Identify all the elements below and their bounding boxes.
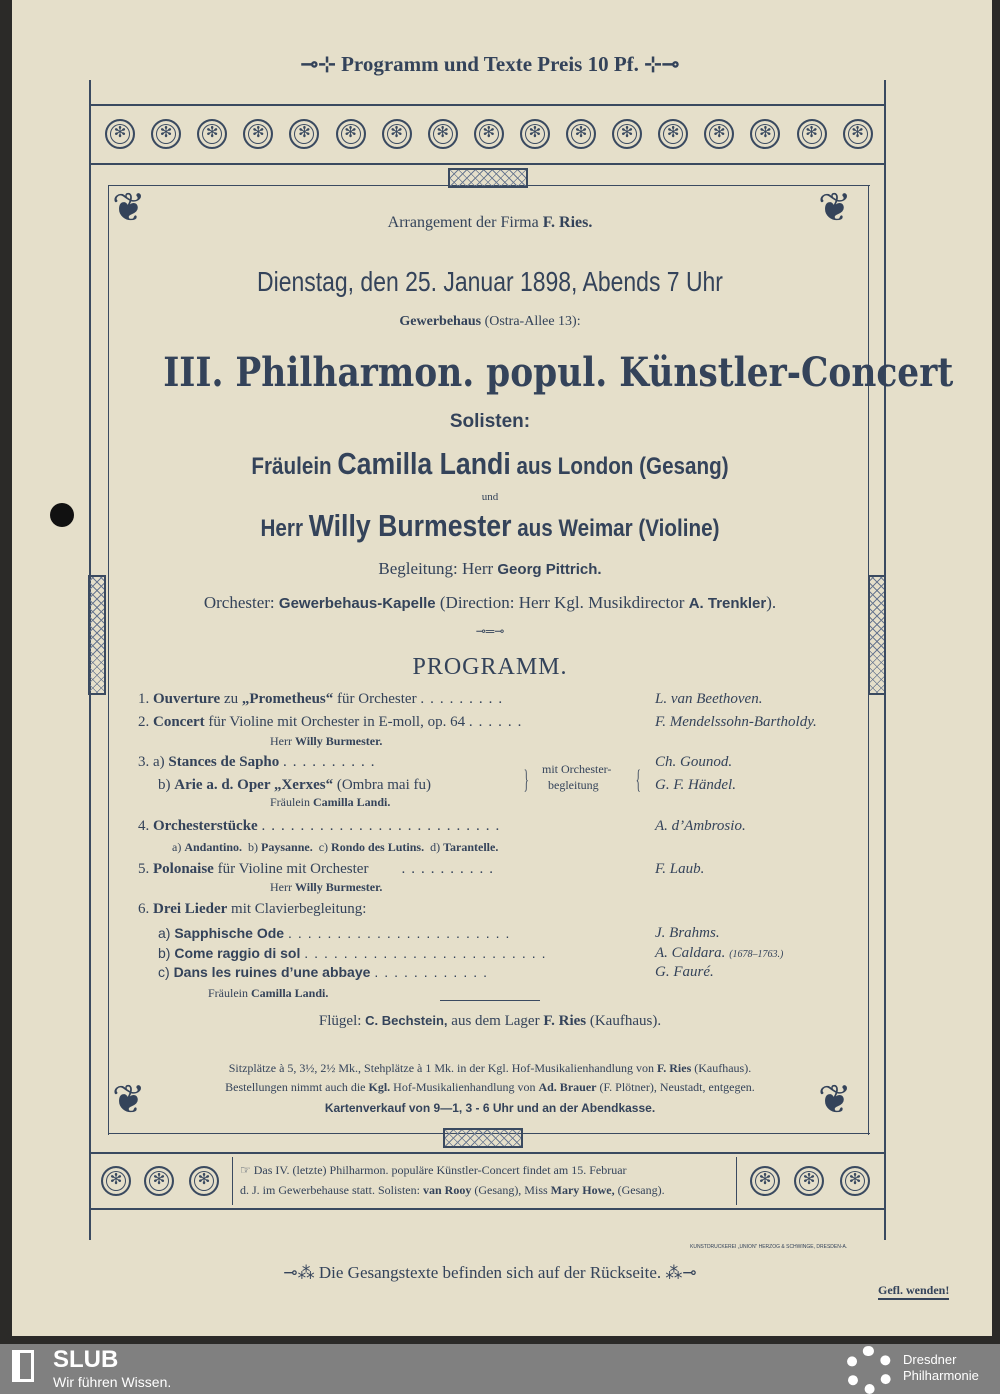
rosette-icon [474,119,504,149]
soloist-name: van Rooy [422,1183,472,1197]
composer: F. Mendelssohn-Bartholdy. [655,714,817,730]
text: Hof-Musikalienhandlung von [390,1080,539,1094]
soloists-label: Solisten: [449,411,531,432]
soloist-2 [163,508,817,544]
rosette-icon [520,119,550,149]
accompaniment-line [110,559,870,579]
text: d. J. im Gewerbehause statt. Solisten: [240,1183,423,1197]
text: Herr [270,734,295,748]
price-heading: ⊸⊹ Programm und Texte Preis 10 Pf. ⊹⊸ [300,52,680,76]
concert-date: Dienstag, den 25. Januar 1898, Abends 7 Uhr [257,266,723,297]
arrangement-line [110,214,870,232]
work-title: Ouverture [153,691,221,707]
work-title: „Prometheus“ [241,691,334,707]
lattice-ornament [448,168,528,188]
notice-line-1 [240,1163,627,1178]
rosette-icon [382,119,412,149]
text: aus dem Lager [447,1013,544,1029]
lattice-ornament [443,1128,523,1148]
composer: L. van Beethoven. [655,691,763,707]
soloist-name: Camilla Landi [337,446,511,481]
text: Herr [260,515,309,542]
text: Das IV. (letzte) Philharmon. populäre Künstler-Concert findet am 15. Februar [253,1163,627,1177]
note: begleitung [548,778,599,792]
conductor-name: A. Trenkler [688,595,767,612]
pointing-hand-icon: ☞ [240,1163,251,1177]
text: (Ombra mai fu) [333,777,431,793]
divider [440,1000,540,1001]
accompanist-name: Georg Pittrich. [497,561,602,578]
tickets-line-1 [110,1061,870,1076]
text: c) [318,840,332,854]
text: (Kaufhaus). [691,1061,752,1075]
firm-name: F. Ries [657,1061,692,1075]
work-title: Orchesterstücke [153,818,258,834]
rosette-icon [101,1166,131,1196]
notice-box-right [736,1157,737,1205]
frame-line [89,163,886,165]
turn-over-note: Gefl. wenden! [878,1283,949,1300]
tickets-line-2 [110,1080,870,1095]
text: a) [172,840,185,854]
item-number: 2. [138,714,150,730]
movements [172,840,498,855]
rosette-icon [612,119,642,149]
rosette-icon [794,1166,824,1196]
firm-name: F. Ries [543,1013,587,1029]
performer [270,880,382,895]
text: b) [248,840,262,854]
text: Kgl. [368,1080,391,1094]
text: a) [158,925,175,941]
item-number: 3. [138,754,150,770]
text: für Violine mit Orchester [213,861,369,877]
program-item-6 [138,901,366,918]
philharmonie-logo-icon [845,1346,893,1394]
text: b) [158,945,175,961]
performer [270,795,390,810]
brace: } [523,765,529,794]
song-b: b) Come raggio di sol ......................... [158,945,552,961]
note: mit Orchester- [542,762,612,776]
performer-name: Willy Burmester. [294,734,383,748]
frame-line [89,104,886,106]
frame-line [89,1208,886,1210]
back-note: ⊸⁂ Die Gesangstexte befinden sich auf der Rückseite. ⁂⊸ [283,1263,697,1282]
composer: A. d’Ambrosio. [655,818,746,834]
notice-line-2 [240,1183,665,1198]
text: (Kaufhaus). [586,1013,662,1029]
rosette-icon [336,119,366,149]
text: Begleitung: Herr [378,559,498,578]
punch-hole [50,503,74,527]
text: Sitzplätze à 5, 3½, 2½ Mk., Stehplätze à 1 Mk. in der Kgl. Hof-Musikalienhandlung von [228,1061,658,1075]
song-c: c) Dans les ruines d’une abbaye ............ [158,964,493,980]
rosette-icon [840,1166,870,1196]
text: (Direction: Herr Kgl. Musikdirector [435,593,689,612]
venue-address: (Ostra-Allee 13): [481,314,581,329]
piano-brand: C. Bechstein, [365,1013,448,1028]
slub-logo-icon [12,1350,34,1382]
lattice-ornament [88,575,106,695]
composer: G. F. Händel. [655,777,736,793]
text: d) [430,840,444,854]
und-text: und [481,491,499,503]
performer-name: Willy Burmester. [294,880,383,894]
soloist-name: Mary Howe, [550,1183,615,1197]
concert-title: III. Philharmon. popul. Künstler-Concert [163,349,954,396]
printer-imprint: KUNSTDRUCKEREI „UNION“ HERZOG & SCHWINGE, DRESDEN-A. [690,1244,848,1250]
rosette-icon [105,119,135,149]
composer [655,945,783,962]
text: Fräulein [251,453,338,480]
composer-name: A. Caldara. [655,945,726,961]
rosette-icon [750,1166,780,1196]
program-item-3a: 3. a) Stances de Sapho .......... [138,754,381,770]
work-title: Arie a. d. Oper „Xerxes“ [174,777,334,793]
box-office-hours: Kartenverkauf von 9—1, 3 - 6 Uhr und an der Abendkasse. [324,1101,656,1115]
program-item-1: 1. Ouverture zu „Prometheus“ für Orchester ......... [138,691,509,707]
composer: J. Brahms. [655,925,720,941]
corner-ornament-icon: ❦ [818,185,852,230]
lattice-ornament [868,575,886,695]
rosette-icon [843,119,873,149]
item-number: 1. [138,691,150,707]
work-title: Concert [153,714,205,730]
item-number: 6. [138,901,150,917]
soloist-1 [163,446,817,482]
movement: Paysanne. [261,840,313,854]
philharmonie-text: Philharmonie [903,1368,979,1383]
philharmonie-text: Dresdner [903,1352,957,1367]
movement: Andantino. [184,840,243,854]
corner-ornament-icon: ❦ [112,1077,146,1122]
price-text: Programm und Texte Preis 10 Pf. [341,52,639,76]
movement: Rondo des Lutins. [331,840,425,854]
text: zu [220,691,242,707]
item-number: 5. [138,861,150,877]
program-item-4: 4. Orchesterstücke ......................... [138,818,506,834]
corner-ornament-icon: ❦ [818,1077,852,1122]
performer-name: Camilla Landi. [313,795,391,809]
text: Fräulein [270,795,313,809]
text: (Gesang). [614,1183,665,1197]
rosette-icon [797,119,827,149]
text: c) [158,964,174,980]
orchestra-name: Gewerbehaus-Kapelle [278,595,436,612]
text: Flügel: [318,1013,366,1029]
text: Orchester: [203,593,279,612]
text: Bestellungen nimmt auch die [225,1080,369,1094]
footer-bar [0,1344,1000,1394]
rosette-icon [428,119,458,149]
song-title: Sapphische Ode [174,925,285,941]
rosette-icon [189,1166,219,1196]
text: aus Weimar (Violine) [511,515,720,542]
program-item-5: 5. Polonaise für Violine mit Orchester .......... [138,861,499,877]
composer: G. Fauré. [655,964,714,980]
frame-line [108,185,109,1135]
song-a: a) Sapphische Ode ....................... [158,925,516,941]
song-title: Come raggio di sol [174,945,301,961]
firm-name: F. Ries. [542,214,593,231]
orchestra-line [110,593,870,613]
work-title: Stances de Sapho [168,754,280,770]
program-item-2: 2. Concert für Violine mit Orchester in E-moll, op. 64 ...... [138,714,528,730]
frame-line [89,1152,886,1154]
notice-box-left [232,1157,233,1205]
programm-heading: PROGRAMM. [412,654,568,680]
text: (Gesang), Miss [471,1183,551,1197]
text: ). [766,593,777,612]
text: für Orchester [333,691,417,707]
text: b) [158,777,175,793]
composer: Ch. Gounod. [655,754,733,770]
song-title: Dans les ruines d’une abbaye [173,964,371,980]
text: aus London (Gesang) [510,453,729,480]
slub-logo-text: SLUB [53,1346,119,1373]
movement: Tarantelle. [443,840,499,854]
rosette-icon [197,119,227,149]
rosette-icon [144,1166,174,1196]
work-title: Drei Lieder [153,901,228,917]
text: Die Gesangstexte befinden sich auf der Rückseite. [318,1263,662,1282]
soloist-name: Willy Burmester [308,508,512,543]
text: (F. Plötner), Neustadt, entgegen. [596,1080,755,1094]
performer-name: Camilla Landi. [251,986,329,1000]
text: Herr [270,880,295,894]
program-item-3b [158,777,431,794]
rosette-icon [151,119,181,149]
divider-ornament: ⊸═⊸ [475,624,505,638]
composer: F. Laub. [655,861,705,877]
corner-ornament-icon: ❦ [112,185,146,230]
composer-dates: (1678–1763.) [729,949,784,960]
performer [270,734,382,749]
work-title: Polonaise [153,861,214,877]
venue-name: Gewerbehaus [399,314,482,329]
text: Arrangement der Firma [387,214,543,231]
text: a) [153,754,169,770]
slub-tagline: Wir führen Wissen. [53,1374,172,1390]
performer [208,986,328,1001]
text: Fräulein [208,986,251,1000]
item-number: 4. [138,818,150,834]
rosette-icon [566,119,596,149]
rosette-icon [658,119,688,149]
piano-line [110,1013,870,1030]
text: mit Clavierbegleitung: [227,901,367,917]
brace: { [635,765,641,794]
text: für Violine mit Orchester in E-moll, op. 64 [204,714,466,730]
firm-name: Ad. Brauer [538,1080,597,1094]
venue-line [110,314,870,330]
